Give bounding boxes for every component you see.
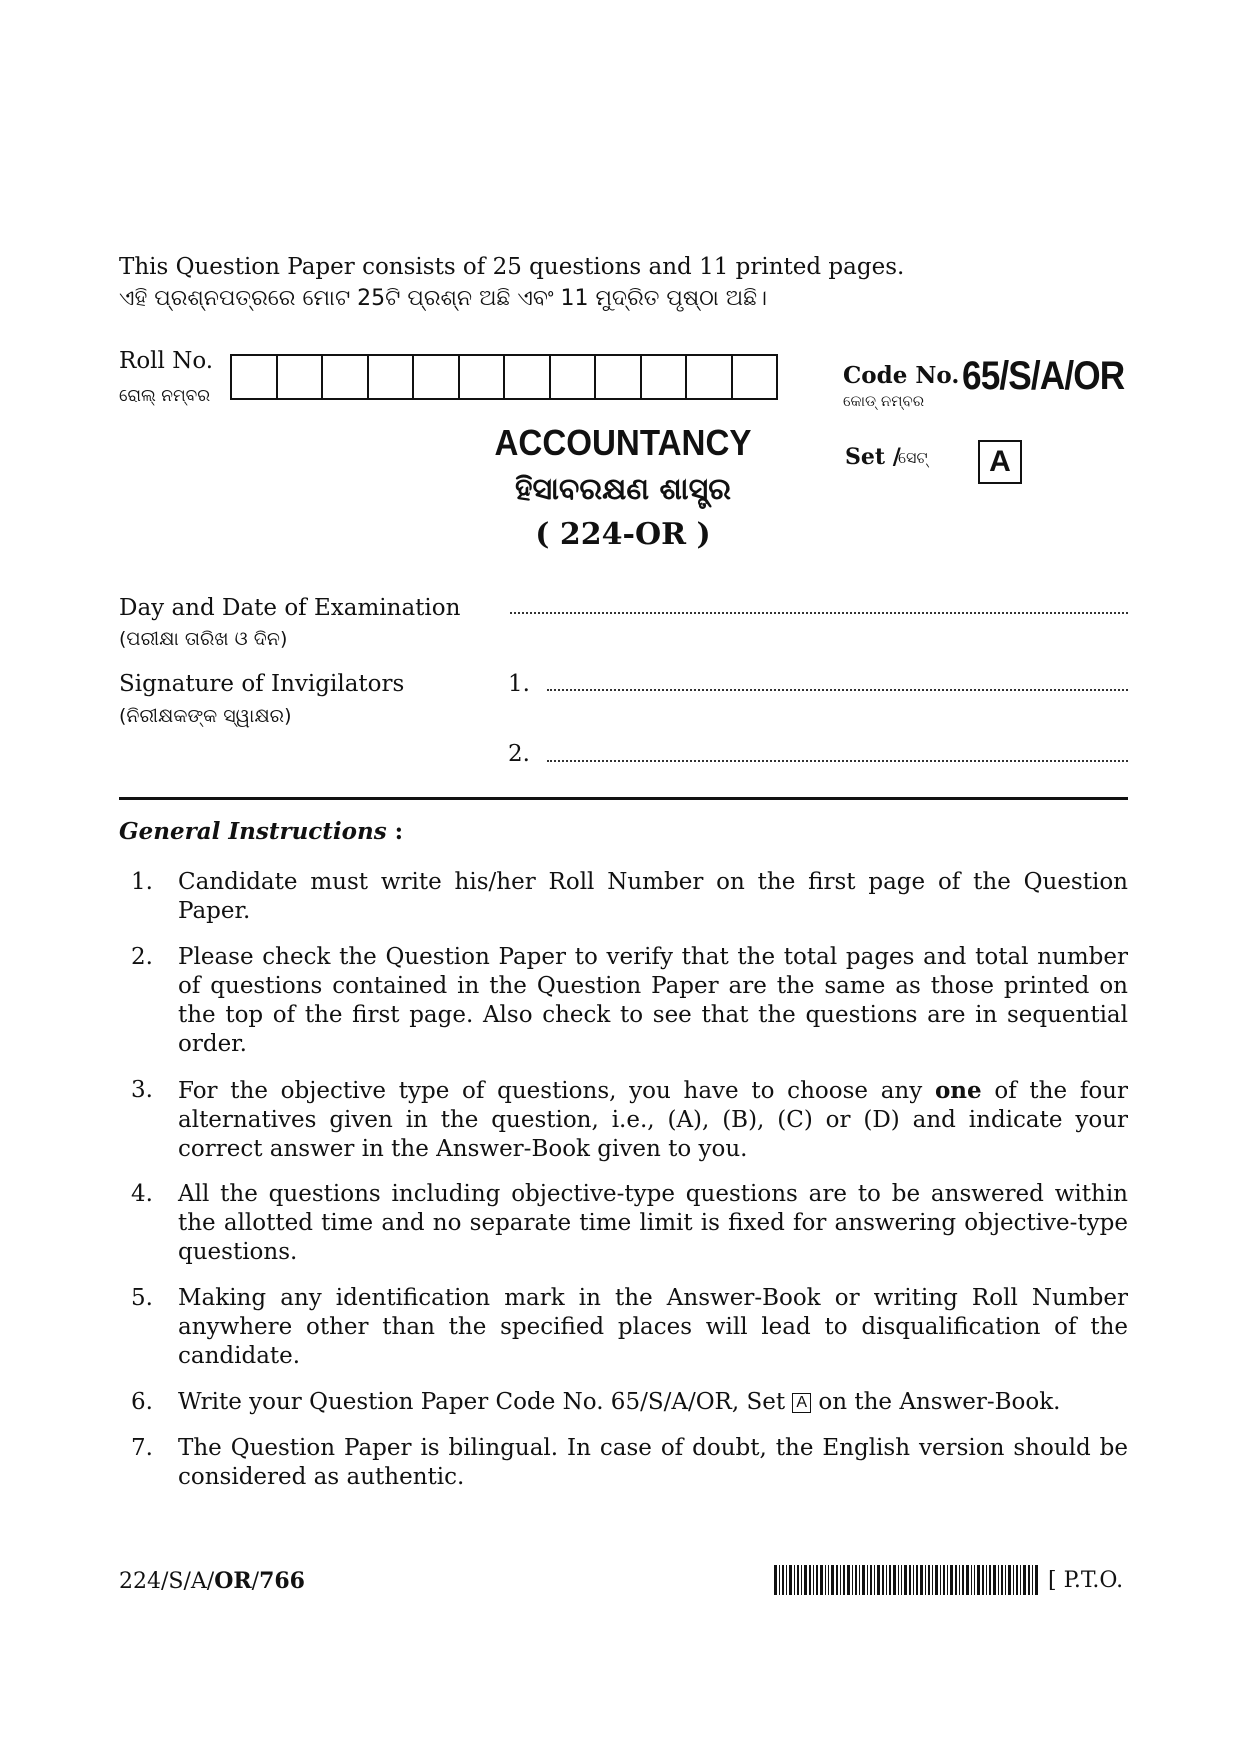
instruction-text-part: of the four alternatives given in the question, i.e., (A), (B), (C) or (D) and indicate your correct answer in the Answer-Book given to you.	[178, 1078, 1128, 1162]
roll-box[interactable]	[460, 356, 506, 398]
roll-box[interactable]	[642, 356, 688, 398]
paper-info-en: This Question Paper consists of 25 questions and 11 printed pages.	[119, 254, 905, 280]
instruction-number: 3.	[131, 1077, 153, 1103]
set-label-or: ସେଟ୍	[898, 448, 928, 467]
instruction-number: 7.	[131, 1435, 153, 1461]
footer-code-part: 766	[259, 1568, 305, 1594]
roll-label-en: Roll No.	[119, 348, 214, 374]
roll-box[interactable]	[687, 356, 733, 398]
roll-box[interactable]	[232, 356, 278, 398]
roll-label-or: ରୋଲ୍ ନମ୍ବର	[119, 386, 211, 406]
instruction-text	[178, 1076, 1128, 1164]
roll-box[interactable]	[733, 356, 777, 398]
footer-code-part: 224/S/A/	[119, 1569, 215, 1594]
instruction-number: 4.	[131, 1181, 153, 1207]
instruction-text: Please check the Question Paper to verify that the total pages and total number of questions contained in the Question Paper are the same as those printed on the top of the first page. Also check to see that the questions are in sequential order.	[178, 944, 1128, 1057]
roll-box[interactable]	[323, 356, 369, 398]
roll-box[interactable]	[414, 356, 460, 398]
instruction-number: 6.	[131, 1389, 153, 1415]
instruction-emphasis: one	[934, 1077, 982, 1104]
instructions-title-text: General Instructions	[119, 818, 387, 845]
set-box: A	[978, 440, 1022, 484]
barcode-icon	[774, 1565, 1040, 1595]
roll-box[interactable]	[596, 356, 642, 398]
instruction-text	[178, 1388, 1128, 1417]
set-label-en: Set /	[845, 444, 901, 470]
instruction-text: Making any identification mark in the Answer-Book or writing Roll Number anywhere other than the specified places will lead to disqualification of the candidate.	[178, 1285, 1128, 1369]
roll-number-boxes[interactable]	[230, 354, 778, 400]
divider	[119, 797, 1128, 800]
instructions-title	[119, 818, 403, 845]
instruction-text: Candidate must write his/her Roll Number on the first page of the Question Paper.	[178, 869, 1128, 924]
instruction-number: 2.	[131, 944, 153, 970]
set-inline-box: A	[792, 1393, 811, 1413]
signature-2-field[interactable]	[547, 760, 1128, 762]
exam-date-label-en: Day and Date of Examination	[119, 595, 461, 621]
code-label-or: କୋଡ୍ ନମ୍ବର	[843, 392, 925, 410]
footer-code-part: /	[251, 1569, 260, 1594]
roll-box[interactable]	[551, 356, 597, 398]
footer-code-part: OR	[214, 1568, 252, 1594]
instructions-title-colon: :	[386, 818, 404, 845]
instruction-text: The Question Paper is bilingual. In case of doubt, the English version should be considered as authentic.	[178, 1435, 1128, 1490]
invigilators-label-or: (ନିରୀକ୍ଷକଙ୍କ ସ୍ୱାକ୍ଷର)	[119, 705, 292, 727]
instruction-text-part: on the Answer-Book.	[811, 1389, 1061, 1415]
subject-title-or: ହିସାବରକ୍ଷଣ ଶାସ୍ତ୍ର	[515, 472, 731, 507]
signature-2-number: 2.	[508, 741, 530, 767]
code-value: 65/S/A/OR	[962, 354, 1125, 398]
exam-date-field[interactable]	[510, 612, 1128, 614]
roll-box[interactable]	[278, 356, 324, 398]
pto-label: [ P.T.O.	[1048, 1568, 1124, 1593]
subject-title-en: ACCOUNTANCY	[494, 422, 752, 463]
footer-paper-code	[119, 1568, 305, 1594]
instruction-number: 1.	[131, 869, 153, 895]
exam-date-label-or: (ପରୀକ୍ଷା ତାରିଖ ଓ ଦିନ)	[119, 628, 288, 650]
subject-code: ( 224-OR )	[535, 517, 711, 552]
instruction-text-part: Write your Question Paper Code No. 65/S/A/OR, Set	[178, 1389, 793, 1415]
roll-box[interactable]	[369, 356, 415, 398]
invigilators-label-en: Signature of Invigilators	[119, 671, 405, 697]
instruction-text: All the questions including objective-type questions are to be answered within the allotted time and no separate time limit is fixed for answering objective-type questions.	[178, 1181, 1128, 1265]
roll-box[interactable]	[505, 356, 551, 398]
signature-1-number: 1.	[508, 671, 530, 697]
instruction-text-part: For the objective type of questions, you have to choose any	[178, 1078, 935, 1104]
signature-1-field[interactable]	[547, 689, 1128, 691]
paper-info-or: ଏହି ପ୍ରଶ୍ନପତ୍ରରେ ମୋଟ 25ଟି ପ୍ରଶ୍ନ ଅଛି ଏବଂ 11 ମୁଦ୍ରିତ ପୃଷ୍ଠା ଅଛି।	[119, 286, 768, 311]
code-label-en: Code No.	[843, 362, 960, 389]
instruction-number: 5.	[131, 1285, 153, 1311]
